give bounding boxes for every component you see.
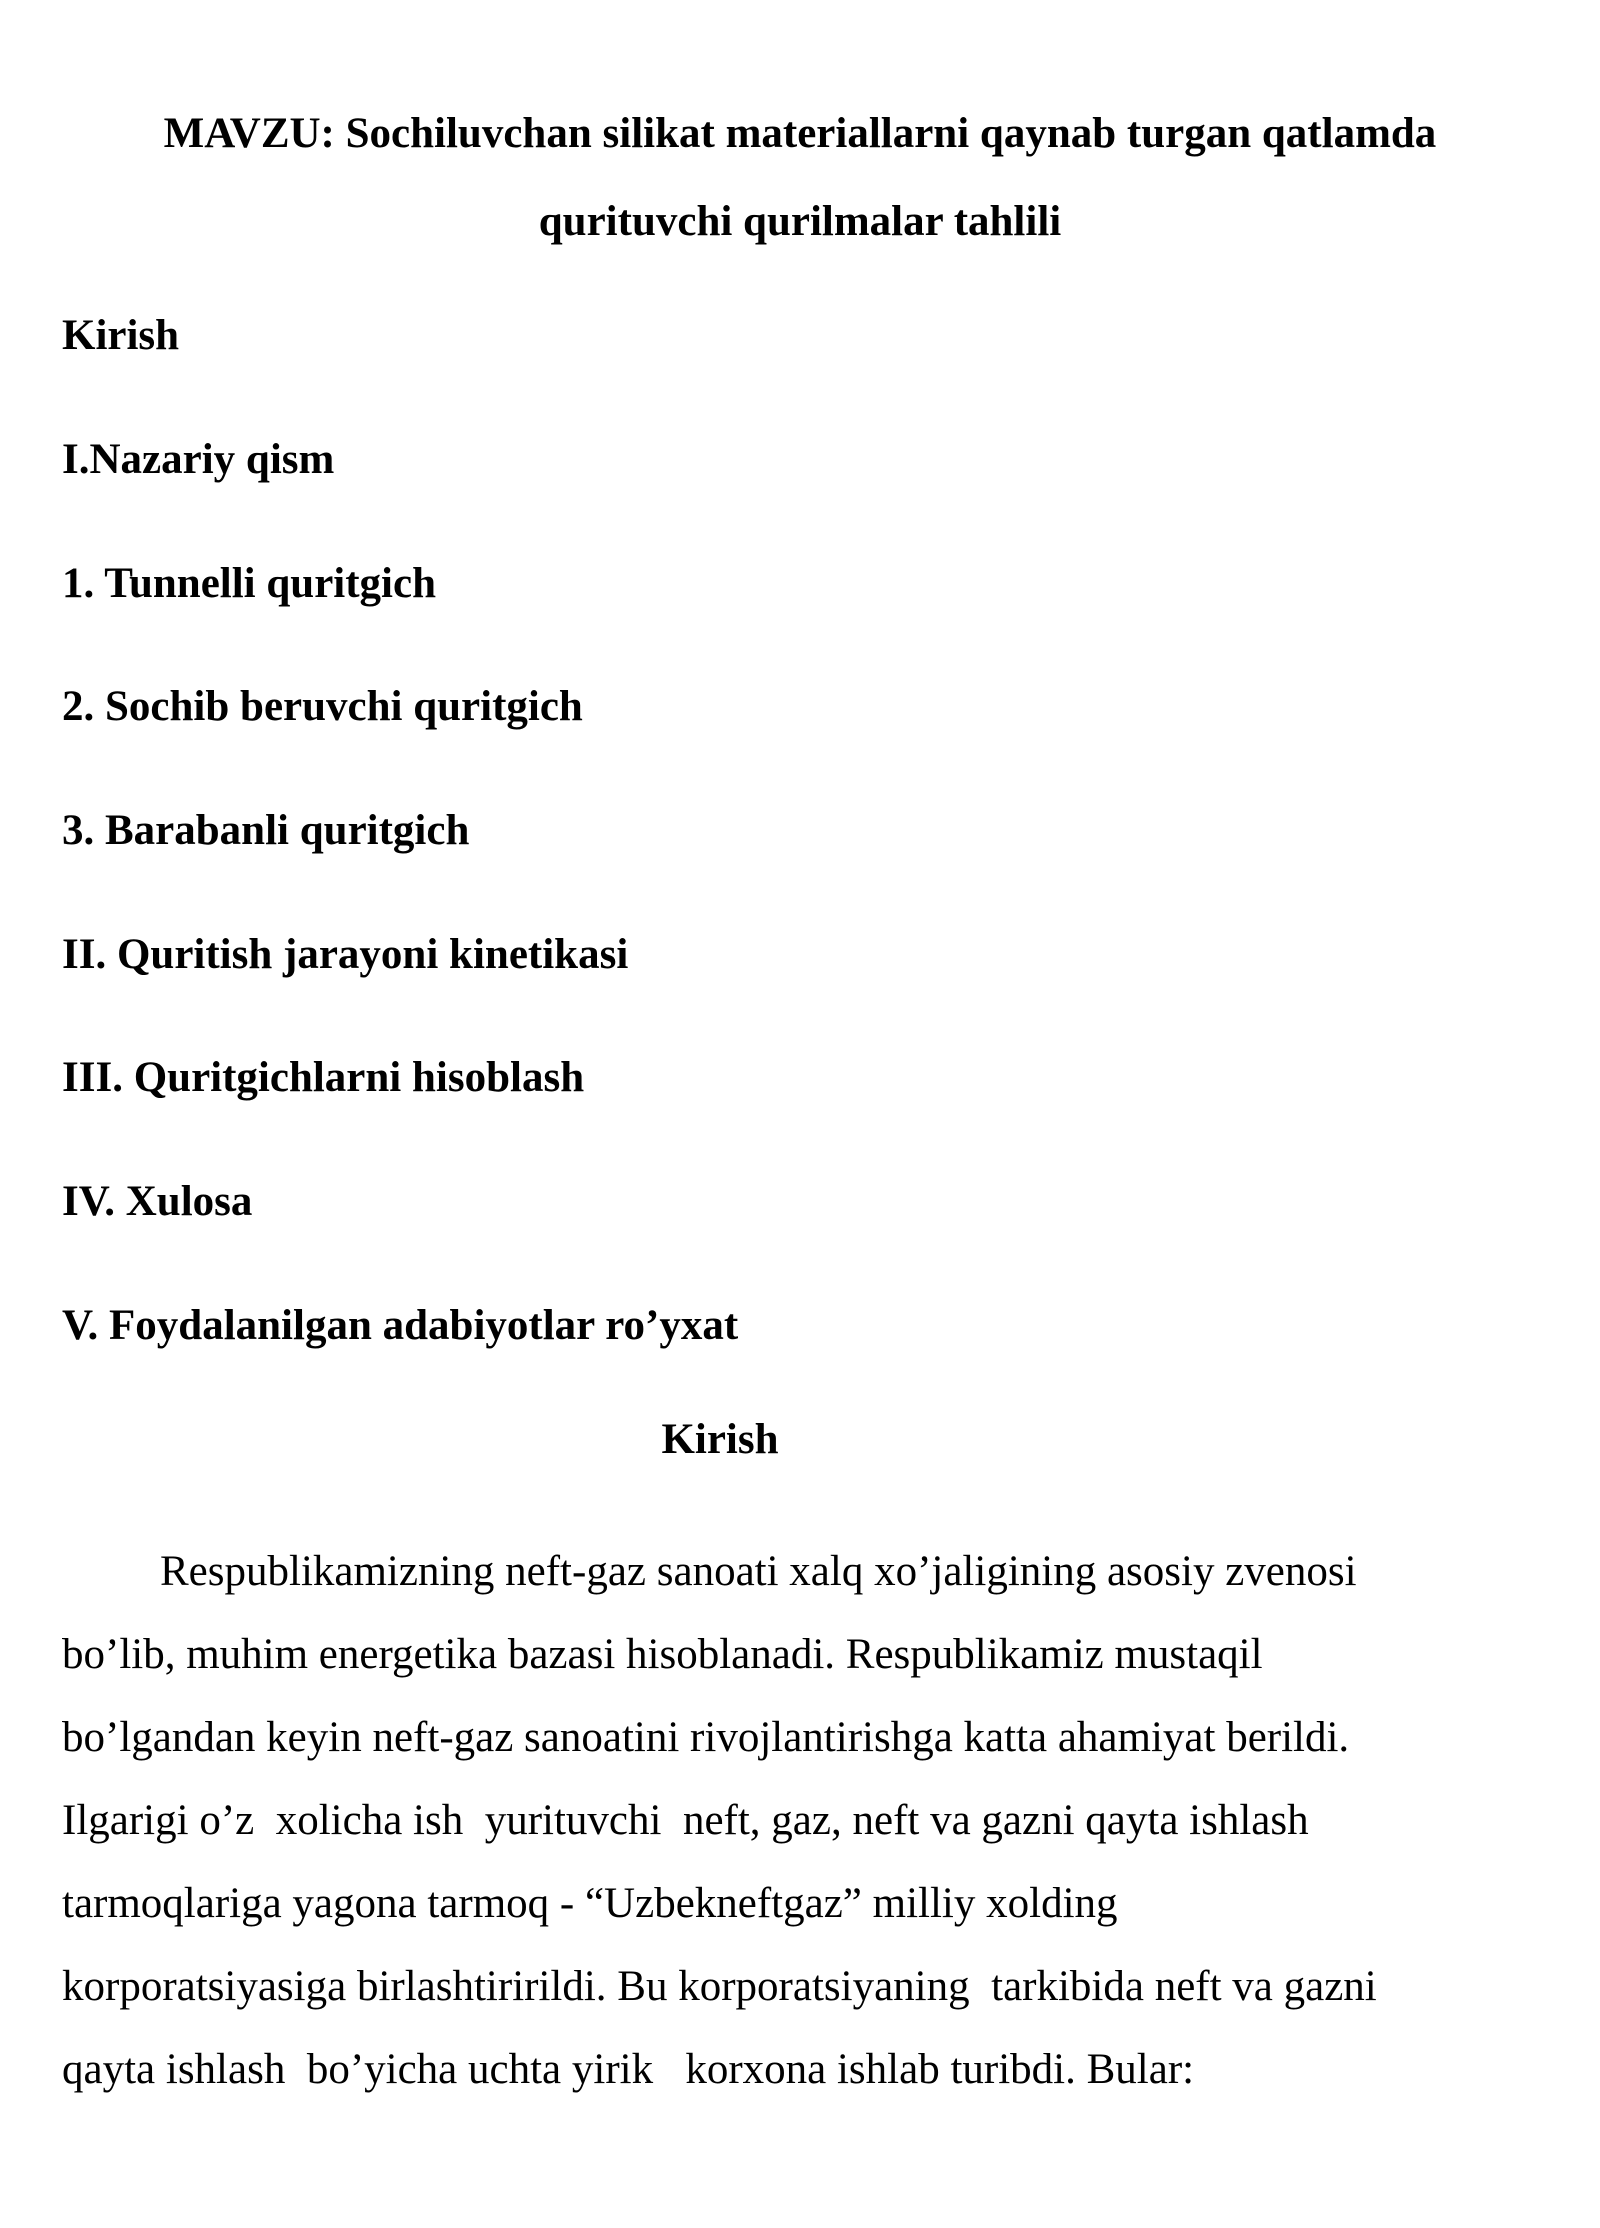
toc-item-xulosa: IV. Xulosa xyxy=(62,1178,253,1225)
title-line-2: qurituvchi qurilmalar tahlili xyxy=(538,198,1062,245)
toc-item-tunnelli-quritgich: 1. Tunnelli quritgich xyxy=(62,560,437,607)
paragraph-line: Ilgarigi o’z xolicha ish yurituvchi neft, gaz, neft va gazni qayta ishlash xyxy=(62,1797,1309,1844)
toc-item-quritish-jarayoni: II. Quritish jarayoni kinetikasi xyxy=(62,931,629,978)
toc-item-barabanli-quritgich: 3. Barabanli quritgich xyxy=(62,807,470,854)
toc-item-quritgichlarni-hisoblash: III. Quritgichlarni hisoblash xyxy=(62,1054,585,1101)
toc-item-kirish: Kirish xyxy=(62,312,180,359)
paragraph-line: tarmoqlariga yagona tarmoq - “Uzbekneftgaz” milliy xolding xyxy=(62,1880,1118,1927)
paragraph-line: korporatsiyasiga birlashtiririldi. Bu korporatsiyaning tarkibida neft va gazni xyxy=(62,1963,1377,2010)
paragraph-line: bo’lgandan keyin neft-gaz sanoatini rivojlantirishga katta ahamiyat berildi. xyxy=(62,1714,1350,1761)
title-line-1: MAVZU: Sochiluvchan silikat materiallarni qaynab turgan qatlamda xyxy=(163,110,1437,157)
paragraph-line: qayta ishlash bo’yicha uchta yirik korxona ishlab turibdi. Bular: xyxy=(62,2046,1195,2093)
toc-item-adabiyotlar: V. Foydalanilgan adabiyotlar ro’yxat xyxy=(62,1302,739,1349)
toc-item-sochib-beruvchi-quritgich: 2. Sochib beruvchi quritgich xyxy=(62,683,583,730)
intro-paragraph xyxy=(62,1530,1542,2111)
toc-item-nazariy-qism: I.Nazariy qism xyxy=(62,436,335,483)
section-heading-kirish: Kirish xyxy=(661,1416,779,1463)
document-title xyxy=(62,90,1538,266)
paragraph-line: Respublikamizning neft-gaz sanoati xalq xo’jaligining asosiy zvenosi xyxy=(160,1548,1357,1595)
paragraph-line: bo’lib, muhim energetika bazasi hisoblanadi. Respublikamiz mustaqil xyxy=(62,1631,1263,1678)
